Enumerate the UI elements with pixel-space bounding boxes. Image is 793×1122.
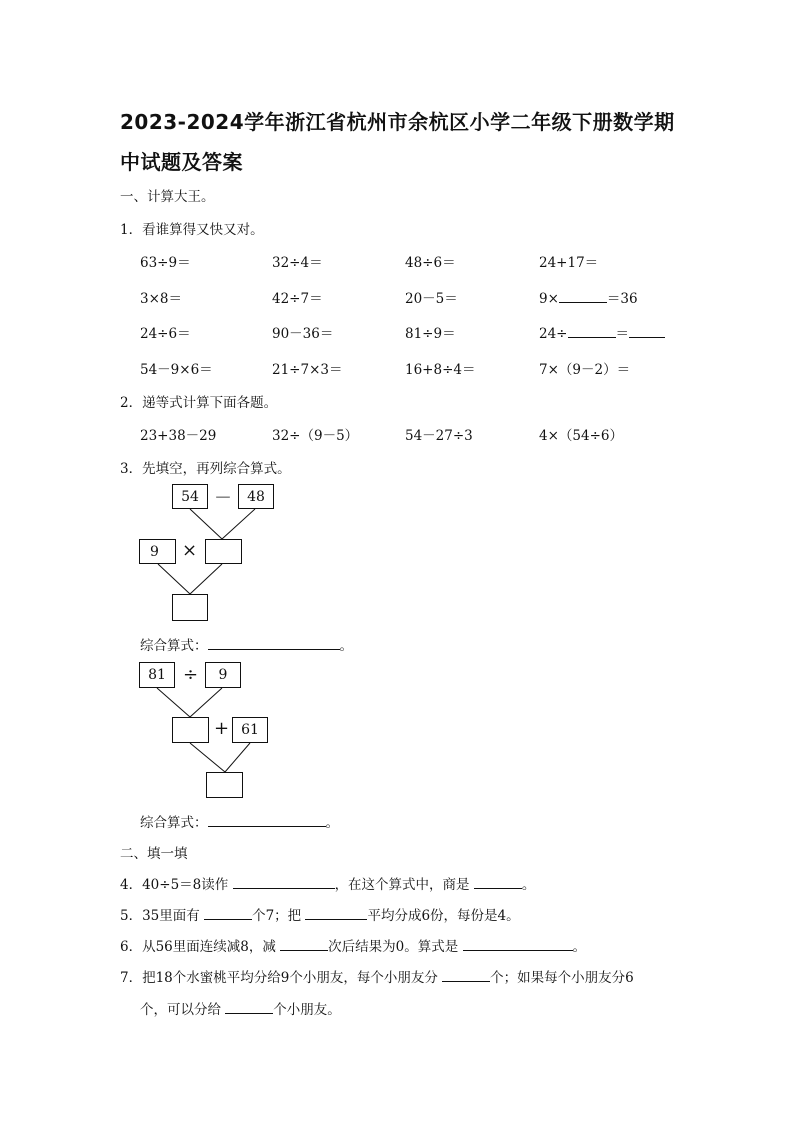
q7-text: 个小朋友。 bbox=[273, 1002, 341, 1018]
q2-item: 54－27÷3 bbox=[405, 428, 473, 444]
combined-label: 综合算式： bbox=[140, 638, 208, 654]
q1-text: 24÷ bbox=[539, 326, 568, 342]
q6-text: 6．从56里面连续减8，减 bbox=[120, 939, 276, 955]
q1-text: ＝36 bbox=[606, 291, 638, 307]
q6-text: 。 bbox=[572, 939, 587, 955]
q1-item: 21÷7×3＝ bbox=[272, 362, 343, 378]
answer-blank[interactable] bbox=[463, 936, 573, 951]
q7-line1 bbox=[120, 966, 634, 986]
end-mark: 。 bbox=[325, 815, 339, 831]
answer-blank[interactable] bbox=[280, 936, 328, 951]
tree1-box-b: 48 bbox=[238, 484, 274, 509]
q1-item: 42÷7＝ bbox=[272, 291, 323, 307]
q4-text: ，在这个算式中，商是 bbox=[334, 877, 470, 893]
section1-heading: 一、计算大王。 bbox=[120, 189, 215, 205]
q7-text: 个，可以分给 bbox=[140, 1002, 221, 1018]
tree2-op1: ÷ bbox=[183, 664, 199, 685]
tree1-op1: － bbox=[214, 488, 232, 509]
q1-item: 3×8＝ bbox=[140, 291, 182, 307]
q5-text: 平均分成6份，每份是4。 bbox=[367, 908, 520, 924]
q7-line2 bbox=[140, 998, 341, 1018]
q1-text: 9× bbox=[539, 291, 559, 307]
q2-item: 32÷（9－5） bbox=[272, 428, 359, 444]
combined-label: 综合算式： bbox=[140, 815, 208, 831]
q1-item: 7×（9－2）＝ bbox=[539, 362, 631, 378]
tree2-op2: + bbox=[214, 718, 230, 739]
page-title-line2: 中试题及答案 bbox=[120, 150, 243, 174]
q4-text: 4．40÷5＝8读作 bbox=[120, 877, 229, 893]
answer-blank[interactable] bbox=[305, 905, 367, 920]
end-mark: 。 bbox=[339, 638, 353, 654]
q2-label: 2．递等式计算下面各题。 bbox=[120, 395, 278, 411]
q6 bbox=[120, 935, 586, 955]
q6-text: 次后结果为0。算式是 bbox=[328, 939, 459, 955]
q4 bbox=[120, 873, 535, 893]
q1-item: 24+17＝ bbox=[539, 255, 599, 271]
answer-blank[interactable] bbox=[474, 874, 522, 889]
tree2-box-b: 9 bbox=[205, 662, 241, 688]
tree1-op2: × bbox=[182, 540, 198, 561]
answer-blank[interactable] bbox=[442, 967, 490, 982]
q1-label: 1．看谁算得又快又对。 bbox=[120, 222, 264, 238]
q5-text: 个7；把 bbox=[252, 908, 302, 924]
tree2-result-box[interactable] bbox=[206, 772, 243, 798]
tree2-answer-box[interactable] bbox=[172, 717, 209, 743]
tree1-box-c: 9 bbox=[139, 539, 176, 564]
q7-text: 个；如果每个小朋友分6 bbox=[490, 970, 634, 986]
q1-item: 63÷9＝ bbox=[140, 255, 191, 271]
q1-item: 16+8÷4＝ bbox=[405, 362, 476, 378]
q1-item: 54－9×6＝ bbox=[140, 362, 213, 378]
q1-item: 24÷6＝ bbox=[140, 326, 191, 342]
q2-item: 23+38－29 bbox=[140, 428, 217, 444]
q7-text: 7．把18个水蜜桃平均分给9个小朋友，每个小朋友分 bbox=[120, 970, 438, 986]
tree2-box-a: 81 bbox=[139, 662, 175, 688]
combined-formula-blank[interactable] bbox=[208, 812, 326, 827]
combined-formula-row-2 bbox=[140, 811, 339, 831]
q5-text: 5．35里面有 bbox=[120, 908, 200, 924]
q1-item: 90－36＝ bbox=[272, 326, 334, 342]
q1-item: 20－5＝ bbox=[405, 291, 458, 307]
q4-text: 。 bbox=[521, 877, 536, 893]
tree2-box-c: 61 bbox=[232, 717, 268, 743]
answer-blank[interactable] bbox=[204, 905, 252, 920]
section2-heading: 二、填一填 bbox=[120, 846, 188, 862]
q1-text: ＝ bbox=[615, 326, 629, 342]
answer-blank[interactable] bbox=[233, 874, 335, 889]
q5 bbox=[120, 904, 520, 924]
q1-item: 48÷6＝ bbox=[405, 255, 456, 271]
answer-blank[interactable] bbox=[225, 999, 273, 1014]
q1-item: 32÷4＝ bbox=[272, 255, 323, 271]
page-title-line1: 2023-2024学年浙江省杭州市余杭区小学二年级下册数学期 bbox=[120, 110, 675, 134]
q2-item: 4×（54÷6） bbox=[539, 428, 623, 444]
q3-label: 3．先填空，再列综合算式。 bbox=[120, 461, 291, 477]
tree1-box-a: 54 bbox=[172, 484, 208, 509]
q1-item: 81÷9＝ bbox=[405, 326, 456, 342]
